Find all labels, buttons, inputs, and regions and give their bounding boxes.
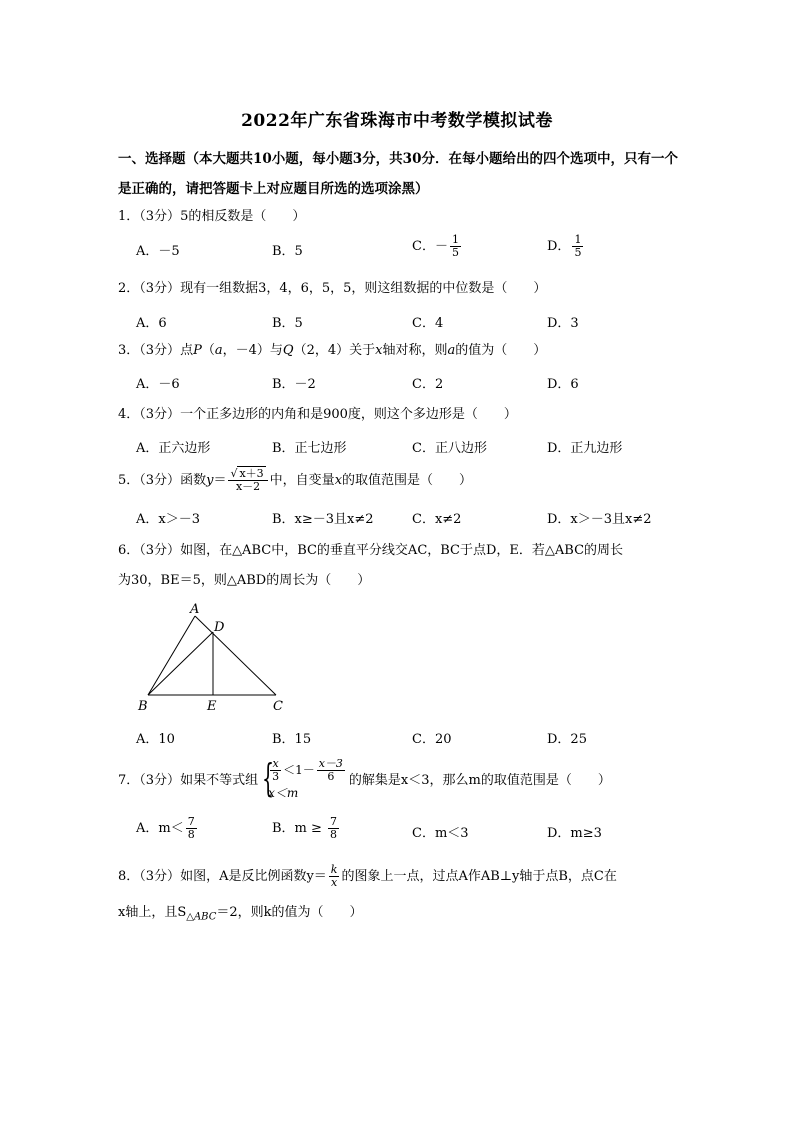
- question-7-options: [136, 815, 676, 848]
- question-number: 4．: [118, 407, 140, 422]
- text-run: 轴对称，则: [382, 343, 448, 358]
- option-label: C．－: [412, 239, 448, 254]
- text-run: ＝: [213, 473, 227, 488]
- function-fraction: [228, 468, 267, 493]
- denominator: 8: [330, 828, 338, 841]
- option-b[interactable]: B．5: [272, 316, 303, 331]
- question-5: [118, 466, 678, 496]
- question-score: （3分）: [139, 869, 181, 884]
- option-c[interactable]: C．4: [412, 316, 444, 331]
- question-text: 5的相反数是（ ）: [180, 209, 306, 224]
- question-text: 一个正多边形的内角和是900度，则这个多边形是（ ）: [180, 407, 517, 422]
- math-var: a: [447, 343, 456, 358]
- text-run: x轴上，且S: [118, 905, 187, 920]
- denominator: 3: [272, 770, 280, 783]
- option-d[interactable]: D．正九边形: [547, 441, 623, 456]
- numerator: 1: [574, 233, 582, 246]
- question-text-line1: 如图，在△ABC中，BC的垂直平分线交AC，BC于点D，E．若△ABC的周长: [180, 543, 624, 558]
- text-run: 如果不等式组: [180, 773, 259, 788]
- question-1: [118, 202, 678, 232]
- option-d[interactable]: [547, 234, 585, 259]
- math-var: P: [193, 343, 202, 358]
- page-title: 2022年广东省珠海市中考数学模拟试卷: [241, 111, 553, 131]
- label-d: D: [214, 620, 225, 635]
- question-number: 2．: [118, 281, 140, 296]
- question-2: [118, 274, 678, 304]
- question-4: [118, 400, 678, 430]
- question-number: 8．: [118, 869, 140, 884]
- label-e: E: [207, 699, 217, 714]
- text-run: 如图，A是反比例函数y＝: [180, 869, 327, 884]
- denominator: x－2: [235, 480, 261, 493]
- fraction: [572, 234, 583, 259]
- math-var: x: [334, 473, 343, 488]
- option-c[interactable]: C．2: [412, 377, 444, 392]
- numerator: 1: [451, 233, 459, 246]
- option-label: D．: [547, 239, 571, 254]
- question-score: （3分）: [139, 343, 181, 358]
- question-number: 3．: [118, 343, 140, 358]
- option-a[interactable]: A．6: [136, 316, 167, 331]
- text-run: 中，自变量: [269, 473, 335, 488]
- question-number: 6．: [118, 543, 140, 558]
- question-6-options: [136, 728, 676, 754]
- option-a[interactable]: A．－5: [136, 244, 180, 259]
- text-run: ，－4）与: [222, 343, 283, 358]
- subscript: △ABC: [186, 911, 217, 923]
- text-run: 的解集是x＜3，那么m的取值范围是（ ）: [348, 773, 611, 788]
- option-label: B．m ≥: [272, 821, 327, 836]
- option-b[interactable]: B．－2: [272, 377, 316, 392]
- question-6: [118, 536, 678, 566]
- fraction: [450, 234, 461, 259]
- question-number: 1．: [118, 209, 140, 224]
- segment-ab: [148, 616, 195, 695]
- question-7: [118, 758, 678, 804]
- math-var: Q: [282, 343, 294, 358]
- question-4-options: [136, 437, 676, 463]
- option-b[interactable]: [272, 816, 341, 841]
- option-c[interactable]: C．20: [412, 732, 452, 747]
- text-run: 的图象上一点，过点A作AB⊥y轴于点B，点C在: [341, 869, 617, 884]
- question-3-options: [136, 373, 676, 399]
- question-score: （3分）: [139, 473, 181, 488]
- inequality-row-1: [268, 758, 347, 783]
- option-a[interactable]: [136, 816, 199, 841]
- question-text: 现有一组数据3，4，6，5，5，则这组数据的中位数是（ ）: [180, 281, 547, 296]
- question-3: [118, 336, 678, 366]
- question-text-line2: 为30，BE＝5，则△ABD的周长为（ ）: [118, 573, 371, 588]
- text-run: 函数: [180, 473, 207, 488]
- label-b: B: [138, 699, 148, 714]
- option-a[interactable]: A．x＞－3: [136, 512, 200, 527]
- option-d[interactable]: D．25: [547, 732, 587, 747]
- question-score: （3分）: [139, 281, 181, 296]
- question-number: 5．: [118, 473, 140, 488]
- numerator: x－3: [318, 757, 343, 770]
- denominator: 8: [187, 828, 195, 841]
- question-score: （3分）: [139, 407, 181, 422]
- question-score: （3分）: [139, 773, 181, 788]
- option-d[interactable]: D．x＞－3且x≠2: [547, 512, 652, 527]
- question-number: 7．: [118, 773, 140, 788]
- inequality-rows: [268, 758, 347, 803]
- text-run: （2，4）关于: [293, 343, 376, 358]
- question-8: [118, 862, 678, 892]
- question-2-options: [136, 312, 676, 338]
- option-d[interactable]: D．m≥3: [547, 826, 602, 841]
- inequality-system: [260, 758, 347, 803]
- denominator: 5: [451, 246, 459, 259]
- numerator: 7: [187, 815, 195, 828]
- triangle-figure: [134, 598, 294, 716]
- question-1-options: [136, 233, 676, 266]
- option-b[interactable]: B．正七边形: [272, 441, 347, 456]
- question-score: （3分）: [139, 209, 181, 224]
- text-run: 的取值范围是（ ）: [342, 473, 473, 488]
- numerator: 7: [330, 815, 338, 828]
- option-label: A．m＜: [136, 821, 184, 836]
- option-d[interactable]: D．6: [547, 377, 579, 392]
- numerator: √ x＋3: [228, 468, 267, 481]
- denominator: 5: [574, 246, 582, 259]
- question-5-options: [136, 508, 676, 534]
- math-var: a: [214, 343, 223, 358]
- fraction: [328, 816, 339, 841]
- segment-bd: [148, 632, 213, 695]
- math-var: y: [206, 473, 214, 488]
- option-d[interactable]: D．3: [547, 316, 579, 331]
- question-8-continuation: [118, 898, 678, 933]
- option-a[interactable]: A．10: [136, 732, 175, 747]
- text-run: 的值为（ ）: [455, 343, 547, 358]
- denominator: x: [331, 876, 338, 889]
- text-run: ＜1－: [283, 763, 315, 777]
- option-b[interactable]: B．15: [272, 732, 312, 747]
- segment-ac: [195, 616, 276, 695]
- text-run: 点: [180, 343, 194, 358]
- option-a[interactable]: A．正六边形: [136, 441, 211, 456]
- numerator: k: [330, 863, 338, 876]
- option-c[interactable]: C．正八边形: [412, 441, 487, 456]
- fraction: [186, 816, 197, 841]
- text-run: （: [201, 343, 215, 358]
- option-a[interactable]: A．－6: [136, 377, 180, 392]
- inequality-row-2: x＜m: [268, 786, 299, 800]
- option-b[interactable]: B．x≥－3且x≠2: [272, 512, 374, 527]
- fraction: [317, 758, 345, 783]
- question-6-continuation: [118, 566, 678, 596]
- math-var: x: [375, 343, 383, 358]
- fraction: [329, 864, 340, 889]
- label-c: C: [273, 699, 283, 714]
- label-a: A: [190, 602, 200, 617]
- section-heading: 一、选择题（本大题共10小题，每小题3分，共30分．在每小题给出的四个选项中，只有一个是正确的，请把答题卡上对应题目所选的选项涂黑）: [118, 151, 678, 197]
- option-b[interactable]: B．5: [272, 244, 303, 259]
- numerator: x: [272, 757, 279, 770]
- radicand: x＋3: [239, 467, 264, 480]
- option-c[interactable]: C．m＜3: [412, 826, 469, 841]
- text-run: ＝2，则k的值为（ ）: [216, 905, 363, 920]
- option-c[interactable]: [412, 234, 463, 259]
- question-score: （3分）: [139, 543, 181, 558]
- option-c[interactable]: C．x≠2: [412, 512, 462, 527]
- brace-icon: {: [262, 756, 275, 800]
- denominator: 6: [327, 770, 335, 783]
